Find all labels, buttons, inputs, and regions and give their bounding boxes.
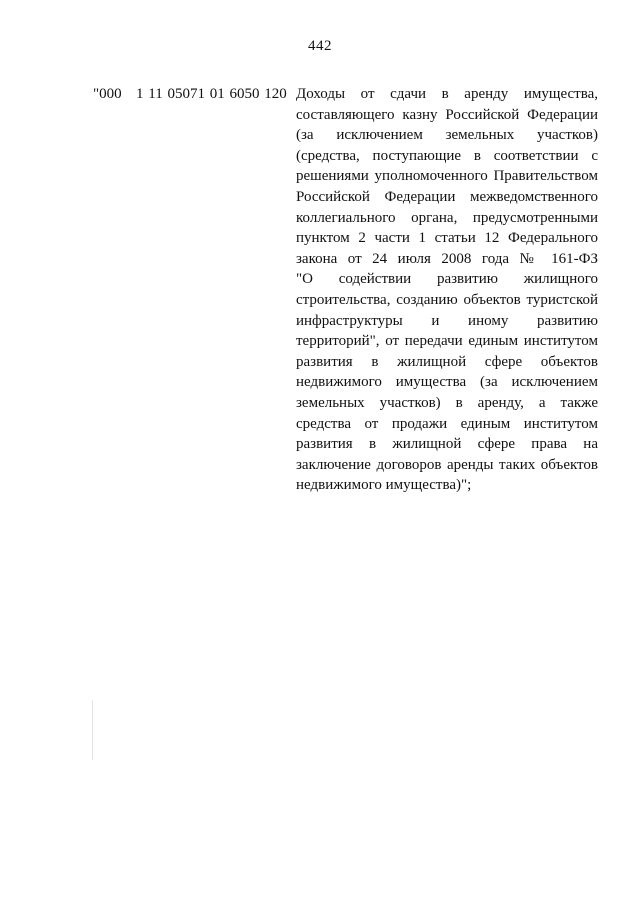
description-line: средства от продажи единым институтом xyxy=(296,415,598,432)
description-line: составляющего казну Российской Федерации xyxy=(296,106,598,123)
kbk-code: 1 11 05071 01 6050 120 xyxy=(136,86,287,102)
description-line: Доходы от сдачи в аренду имущества, xyxy=(296,86,598,102)
description-line: развития в жилищной сфере права на xyxy=(296,436,598,453)
description-line: развития в жилищной сфере объектов xyxy=(296,353,598,370)
page-number: 442 xyxy=(308,38,332,54)
description-line: решениями уполномоченного Правительством xyxy=(296,168,598,185)
description-line: пунктом 2 части 1 статьи 12 Федерального xyxy=(296,230,598,247)
description-line: заключение договоров аренды таких объектов xyxy=(296,456,598,473)
scan-artifact xyxy=(92,700,93,760)
description-line: коллегиального органа, предусмотренными xyxy=(296,209,598,226)
description-line: закона от 24 июля 2008 года № 161-ФЗ xyxy=(296,250,598,267)
description-line: "О содействии развитию жилищного xyxy=(296,271,598,288)
description-line: территорий", от передачи единым институтом xyxy=(296,333,598,350)
admin-code: "000 xyxy=(93,86,122,102)
description-line: Российской Федерации межведомственного xyxy=(296,188,598,205)
description-line: (за исключением земельных участков) xyxy=(296,127,598,144)
description-line: недвижимого имущества)"; xyxy=(296,477,472,494)
description-line: (средства, поступающие в соответствии с xyxy=(296,147,598,164)
description-line: недвижимого имущества (за исключением xyxy=(296,374,598,391)
description-line: инфраструктуры и иному развитию xyxy=(296,312,598,329)
description-line: строительства, созданию объектов туристской xyxy=(296,291,598,308)
income-description xyxy=(296,84,598,496)
description-line: земельных участков) в аренду, а также xyxy=(296,394,598,411)
